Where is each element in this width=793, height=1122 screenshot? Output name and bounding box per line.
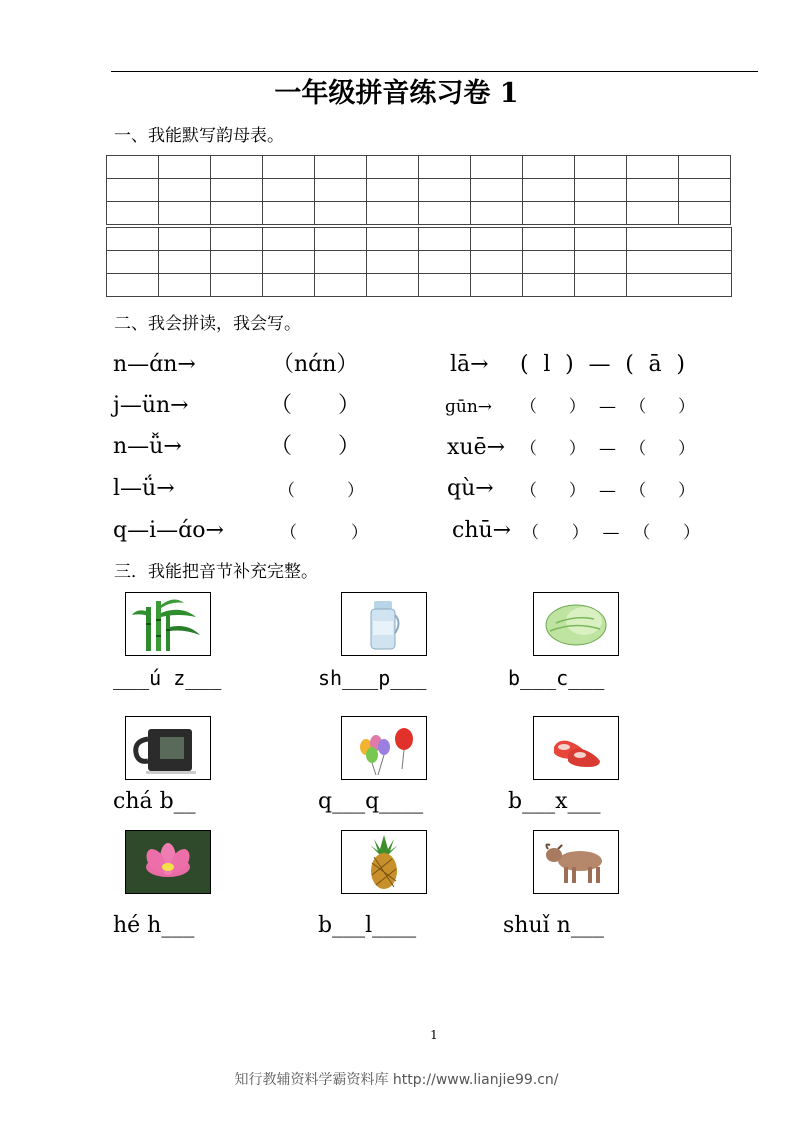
grid-cell[interactable] <box>159 251 211 274</box>
mug-icon <box>125 716 211 780</box>
grid-cell[interactable] <box>159 202 211 225</box>
grid-cell[interactable] <box>627 202 679 225</box>
buffalo-icon <box>533 830 619 894</box>
vowel-table-bottom <box>106 227 732 297</box>
pinyin-left-a-2: j—ün→ <box>113 393 189 418</box>
grid-cell[interactable] <box>627 274 732 297</box>
vowel-table-top <box>106 155 731 225</box>
grid-cell[interactable] <box>471 156 523 179</box>
pinyin-right-a-5: chū→ <box>452 518 512 543</box>
grid-cell[interactable] <box>575 251 627 274</box>
pinyin-left-b-2: （ ） <box>270 393 360 418</box>
grid-cell[interactable] <box>367 156 419 179</box>
grid-cell[interactable] <box>575 156 627 179</box>
pinyin-right-b-2: （ ）—（ ） <box>520 397 695 417</box>
section-2-heading: 二、我会拼读，我会写。 <box>114 314 301 334</box>
grid-cell[interactable] <box>211 202 263 225</box>
pinyin-left-a-4: l—ǘ→ <box>113 476 175 501</box>
footer-watermark: 知行教辅资料学霸资料库 http://www.lianjie99.cn/ <box>234 1072 559 1088</box>
fill-item-2: sh___p___ <box>318 666 427 690</box>
pinyin-left-b-4: （ ） <box>278 481 364 501</box>
grid-cell[interactable] <box>107 274 159 297</box>
balloons-icon <box>341 716 427 780</box>
grid-cell[interactable] <box>315 156 367 179</box>
pinyin-right-b-1: ( l ) — ( ā ) <box>520 352 685 377</box>
grid-cell[interactable] <box>107 228 159 251</box>
pinyin-left-b-5: （ ） <box>280 523 368 543</box>
grid-cell[interactable] <box>627 179 679 202</box>
grid-cell[interactable] <box>315 228 367 251</box>
grid-cell[interactable] <box>627 251 732 274</box>
grid-cell[interactable] <box>367 179 419 202</box>
pinyin-left-a-3: n—ǚ→ <box>113 434 182 459</box>
cabbage-icon <box>533 592 619 656</box>
grid-cell[interactable] <box>419 228 471 251</box>
grid-cell[interactable] <box>627 228 732 251</box>
grid-cell[interactable] <box>419 156 471 179</box>
grid-cell[interactable] <box>523 251 575 274</box>
grid-cell[interactable] <box>367 202 419 225</box>
fill-item-5: q___q____ <box>318 789 424 814</box>
grid-cell[interactable] <box>107 251 159 274</box>
grid-cell[interactable] <box>679 179 731 202</box>
grid-cell[interactable] <box>263 202 315 225</box>
grid-cell[interactable] <box>367 251 419 274</box>
grid-cell[interactable] <box>315 179 367 202</box>
pinyin-right-b-3: （ ）—（ ） <box>520 439 695 459</box>
bamboo-icon <box>125 592 211 656</box>
grid-cell[interactable] <box>523 179 575 202</box>
fill-item-6: b___x___ <box>508 789 601 814</box>
grid-cell[interactable] <box>523 156 575 179</box>
grid-cell[interactable] <box>315 274 367 297</box>
shoes-icon <box>533 716 619 780</box>
grid-row <box>107 228 732 251</box>
grid-cell[interactable] <box>471 179 523 202</box>
fill-item-3: b___c___ <box>508 666 605 690</box>
grid-cell[interactable] <box>367 228 419 251</box>
pinyin-left-a-5: q—i—ɑ́o→ <box>113 518 224 543</box>
header-rule <box>111 71 758 72</box>
grid-cell[interactable] <box>263 274 315 297</box>
grid-cell[interactable] <box>471 202 523 225</box>
grid-cell[interactable] <box>471 251 523 274</box>
grid-cell[interactable] <box>107 156 159 179</box>
pinyin-right-a-4: qù→ <box>447 476 494 501</box>
grid-row <box>107 156 731 179</box>
grid-cell[interactable] <box>367 274 419 297</box>
grid-cell[interactable] <box>211 179 263 202</box>
grid-cell[interactable] <box>211 228 263 251</box>
thermos-icon <box>341 592 427 656</box>
grid-cell[interactable] <box>315 251 367 274</box>
pinyin-right-b-4: （ ）—（ ） <box>520 481 695 501</box>
grid-cell[interactable] <box>679 156 731 179</box>
grid-cell[interactable] <box>523 228 575 251</box>
grid-cell[interactable] <box>523 202 575 225</box>
grid-cell[interactable] <box>575 228 627 251</box>
fill-item-7: hé h___ <box>113 913 195 938</box>
fill-item-4: chá b__ <box>113 789 196 814</box>
grid-cell[interactable] <box>471 228 523 251</box>
grid-row <box>107 251 732 274</box>
grid-cell[interactable] <box>263 156 315 179</box>
grid-cell[interactable] <box>263 251 315 274</box>
grid-cell[interactable] <box>159 228 211 251</box>
grid-cell[interactable] <box>107 202 159 225</box>
grid-row <box>107 179 731 202</box>
grid-cell[interactable] <box>419 179 471 202</box>
grid-cell[interactable] <box>263 179 315 202</box>
pinyin-right-b-5: （ ）—（ ） <box>522 523 700 543</box>
grid-cell[interactable] <box>679 202 731 225</box>
fill-item-1: ___ú z___ <box>113 666 222 690</box>
pinyin-right-a-1: lā→ <box>450 352 489 377</box>
grid-cell[interactable] <box>263 228 315 251</box>
pinyin-left-b-3: （ ） <box>270 434 360 459</box>
grid-cell[interactable] <box>419 274 471 297</box>
fill-item-8: b___l____ <box>318 913 417 938</box>
grid-row <box>107 274 732 297</box>
grid-cell[interactable] <box>575 179 627 202</box>
pinyin-left-b-1: （nɑ́n） <box>272 352 359 377</box>
grid-cell[interactable] <box>159 156 211 179</box>
grid-cell[interactable] <box>211 251 263 274</box>
grid-cell[interactable] <box>159 274 211 297</box>
pinyin-left-a-1: n—ɑ́n→ <box>113 352 196 377</box>
pineapple-icon <box>341 830 427 894</box>
grid-cell[interactable] <box>575 202 627 225</box>
fill-item-9: shuǐ n___ <box>503 913 604 938</box>
grid-cell[interactable] <box>523 274 575 297</box>
lotus-icon <box>125 830 211 894</box>
grid-cell[interactable] <box>107 179 159 202</box>
grid-cell[interactable] <box>575 274 627 297</box>
pinyin-right-a-3: xuē→ <box>447 435 506 460</box>
grid-cell[interactable] <box>627 156 679 179</box>
section-3-heading: 三．我能把音节补充完整。 <box>114 562 318 582</box>
section-1-heading: 一、我能默写韵母表。 <box>114 126 284 146</box>
grid-row <box>107 202 731 225</box>
grid-cell[interactable] <box>315 202 367 225</box>
page-title: 一年级拼音练习卷 1 <box>274 78 519 109</box>
grid-cell[interactable] <box>211 156 263 179</box>
grid-cell[interactable] <box>471 274 523 297</box>
grid-cell[interactable] <box>211 274 263 297</box>
grid-cell[interactable] <box>419 251 471 274</box>
grid-cell[interactable] <box>419 202 471 225</box>
grid-cell[interactable] <box>159 179 211 202</box>
page-number: 1 <box>430 1028 438 1042</box>
pinyin-right-a-2: ɡūn→ <box>445 397 493 417</box>
